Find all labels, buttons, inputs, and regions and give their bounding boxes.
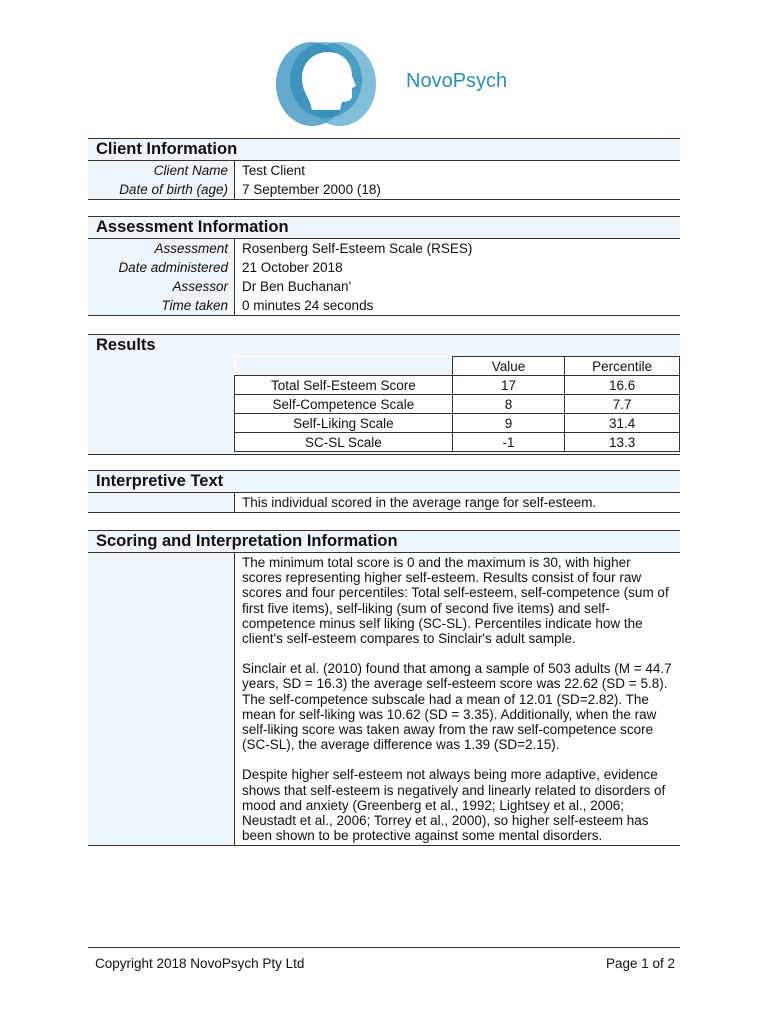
percentile-header: Percentile [565, 357, 680, 376]
assessment-information-title: Assessment Information [88, 216, 680, 238]
score-percentile: 7.7 [565, 395, 680, 414]
footer-divider [88, 947, 680, 948]
score-percentile: 31.4 [565, 414, 680, 433]
scoring-paragraph: Despite higher self-esteem not always being more adaptive, evidence shows that self-esteem is negatively and linearly related to disorders of mood and anxiety (Greenberg et al., 1992; Lightsey et al., 2006; Neustadt et al., 2006; Torrey et al., 2000), so higher self-esteem has been shown to be protective against some mental disorders. [242, 767, 666, 844]
table-row [235, 433, 680, 452]
scoring-paragraph: The minimum total score is 0 and the maximum is 30, with higher scores representing higher self-esteem. Results consist of four raw scores and four percentiles: Total self-esteem, self-competence (sum of first five items), self-liking (sum of second five items) and self-competence minus self liking (SC-SL). Percentiles indicate how the client's self-esteem compares to Sinclair's adult sample. [242, 555, 669, 647]
score-name: Self-Competence Scale [235, 395, 453, 414]
footer-page-number: Page 1 of 2 [605, 956, 675, 971]
interpretive-text-row [88, 492, 680, 513]
interpretive-text-value: This individual scored in the average range for self-esteem. [234, 493, 680, 512]
assessment-value: Rosenberg Self-Esteem Scale (RSES) [234, 239, 680, 258]
table-row [235, 414, 680, 433]
results-title: Results [88, 334, 680, 356]
results-table [234, 356, 680, 452]
assessor-value: Dr Ben Buchanan' [234, 277, 680, 296]
score-name: Self-Liking Scale [235, 414, 453, 433]
interpretive-text-section [88, 470, 680, 513]
table-row [235, 376, 680, 395]
value-header: Value [452, 357, 565, 376]
brand-name: NovoPsych [406, 70, 508, 92]
interpretive-text-title: Interpretive Text [88, 470, 680, 492]
results-header-row [235, 357, 680, 376]
scoring-section [88, 530, 680, 846]
footer-copyright: Copyright 2018 NovoPsych Pty Ltd [95, 956, 305, 971]
score-value: 9 [452, 414, 565, 433]
scoring-paragraph: Sinclair et al. (2010) found that among a sample of 503 adults (M = 44.7 years, SD = 16.3) the average self-esteem score was 22.62 (SD = 5.8). The self-competence subscale had a mean of 12.01 (SD=2.82). The mean for self-liking was 10.62 (SD = 3.35). Additionally, when the raw self-liking score was taken away from the raw self-competence score (SC-SL), the average difference was 1.39 (SD=2.15). [242, 661, 672, 753]
scoring-title: Scoring and Interpretation Information [88, 530, 680, 552]
client-information-title: Client Information [88, 138, 680, 160]
time-taken-value: 0 minutes 24 seconds [234, 296, 680, 315]
client-name-label: Client Name [88, 161, 234, 180]
assessment-information-table [88, 238, 680, 316]
score-value: 8 [452, 395, 565, 414]
novopsych-logo [272, 36, 380, 128]
client-name-value: Test Client [234, 161, 680, 180]
score-name: Total Self-Esteem Score [235, 376, 453, 395]
date-administered-label: Date administered [88, 258, 234, 277]
client-information-section [88, 138, 680, 200]
assessment-label: Assessment [88, 239, 234, 258]
assessment-information-section [88, 216, 680, 316]
results-section [88, 334, 680, 455]
scoring-text [234, 553, 680, 845]
date-of-birth-label: Date of birth (age) [88, 180, 234, 199]
date-of-birth-value: 7 September 2000 (18) [234, 180, 680, 199]
score-name: SC-SL Scale [235, 433, 453, 452]
assessor-label: Assessor [88, 277, 234, 296]
score-percentile: 16.6 [565, 376, 680, 395]
score-value: 17 [452, 376, 565, 395]
time-taken-label: Time taken [88, 296, 234, 315]
score-percentile: 13.3 [565, 433, 680, 452]
scoring-text-row [88, 552, 680, 846]
date-administered-value: 21 October 2018 [234, 258, 680, 277]
score-value: -1 [452, 433, 565, 452]
client-information-table [88, 160, 680, 200]
results-body [88, 356, 680, 455]
table-row [235, 395, 680, 414]
